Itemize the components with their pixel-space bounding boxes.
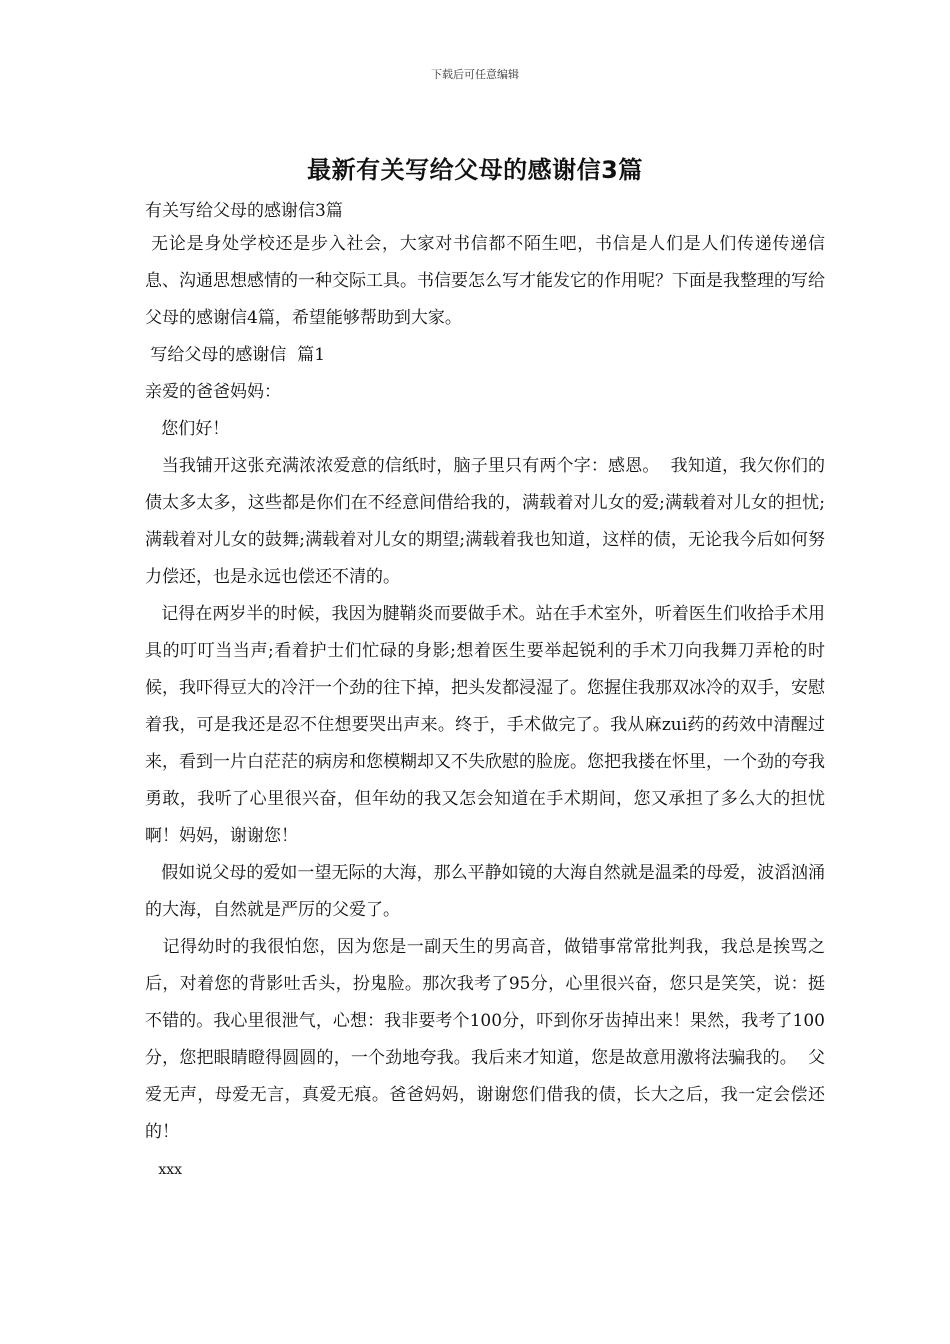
document-body (145, 196, 825, 1185)
signature: xxx (145, 1162, 183, 1178)
body-paragraph: 记得幼时的我很怕您，因为您是一副天生的男高音，做错事常常批判我，我总是挨骂之后，对着您的背影吐舌头，扮鬼脸。那次我考了95分，心里很兴奋，您只是笑笑，说：挺不错的。我心里很泄气，心想：我非要考个100分，吓到你牙齿掉出来！果然，我考了100分，您把眼睛瞪得圆圆的，一个劲地夸我。我后来才知道，您是故意用激将法骗我的。 父爱无声，母爱无言，真爱无痕。爸爸妈妈，谢谢您们借我的债，长大之后，我一定会偿还的！ (145, 937, 825, 1142)
intro-paragraph: 无论是身处学校还是步入社会，大家对书信都不陌生吧，书信是人们是人们传递传递信息、沟通思想感情的一种交际工具。书信要怎么写才能发它的作用呢？下面是我整理的写给父母的感谢信4篇，希望能够帮助到大家。 (145, 234, 826, 328)
greeting: 您们好！ (145, 419, 230, 439)
document-title: 最新有关写给父母的感谢信3篇 (307, 156, 643, 184)
body-paragraph: 记得在两岁半的时候，我因为腱鞘炎而要做手术。站在手术室外，听着医生们收拾手术用具的叮叮当当声;看着护士们忙碌的身影;想着医生要举起锐利的手术刀向我舞刀弄枪的时候，我吓得豆大的冷汗一个劲的往下掉，把头发都浸湿了。您握住我那双冰冷的双手，安慰着我，可是我还是忍不住想要哭出声来。终于，手术做完了。我从麻zui药的药效中清醒过来，看到一片白茫茫的病房和您模糊却又不失欣慰的脸庞。您把我搂在怀里，一个劲的夸我勇敢，我听了心里很兴奋，但年幼的我又怎会知道在手术期间，您又承担了多么大的担忧啊！妈妈，谢谢您！ (145, 604, 826, 846)
salutation: 亲爱的爸爸妈妈： (145, 382, 281, 402)
header-note: 下载后可任意编辑 (431, 68, 519, 81)
section-heading: 写给父母的感谢信 篇1 (145, 345, 326, 365)
body-paragraph: 当我铺开这张充满浓浓爱意的信纸时，脑子里只有两个字：感恩。 我知道，我欠你们的债太多太多，这些都是你们在不经意间借给我的，满载着对儿女的爱;满载着对儿女的担忧;满载着对儿女的鼓舞;满载着对儿女的期望;满载着我也知道，这样的债，无论我今后如何努力偿还，也是永远也偿还不清的。 (145, 456, 825, 587)
subtitle: 有关写给父母的感谢信3篇 (145, 201, 343, 221)
body-paragraph: 假如说父母的爱如一望无际的大海，那么平静如镜的大海自然就是温柔的母爱，波滔汹涌的大海，自然就是严厉的父爱了。 (145, 863, 826, 920)
